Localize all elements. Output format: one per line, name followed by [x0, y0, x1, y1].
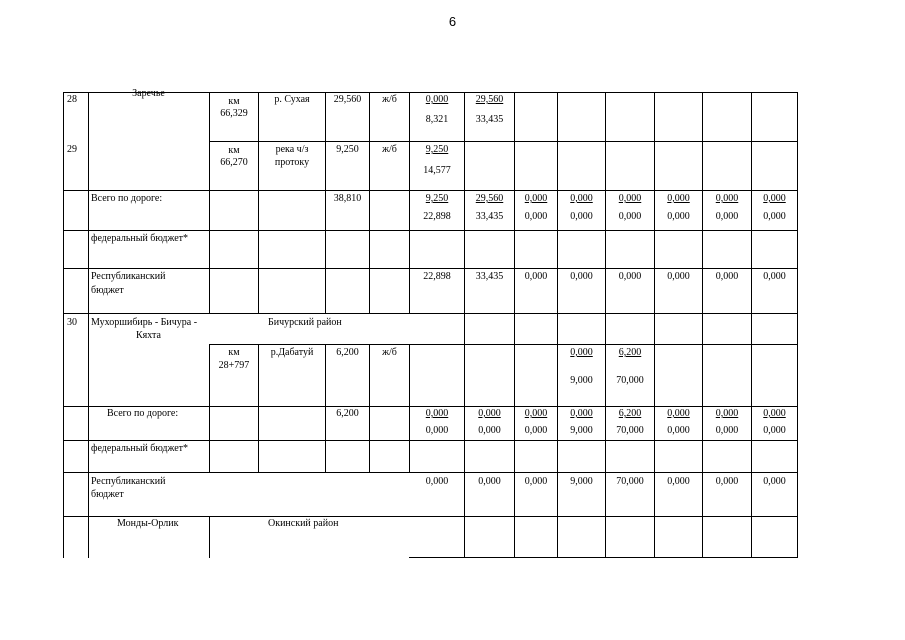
col-border — [464, 92, 465, 558]
road-name: Монды-Орлик — [117, 518, 179, 529]
value-cell: 0,000 — [763, 408, 786, 419]
value-cell: 9,000 — [570, 425, 593, 436]
row-divider — [63, 516, 797, 517]
value-cell: 0,000 — [478, 425, 501, 436]
value-cell: 0,000 — [570, 211, 593, 222]
value-cell: 0,000 — [524, 271, 548, 282]
value-cell: 9,000 — [570, 375, 593, 386]
value-cell: 0,000 — [524, 211, 548, 222]
value-cell: 0,000 — [570, 193, 593, 204]
value-cell: 0,000 — [524, 425, 548, 436]
value-cell: 0,000 — [570, 271, 593, 282]
length-value: 38,810 — [333, 193, 362, 204]
federal-budget-label: федеральный бюджет* — [91, 233, 189, 244]
col-border — [702, 92, 703, 558]
value-cell: 0,000 — [667, 425, 690, 436]
value-cell: 0,000 — [667, 193, 690, 204]
object-name: р. Сухая — [274, 94, 310, 105]
value-cell: 70,000 — [616, 476, 644, 487]
col-border — [88, 92, 89, 558]
km-label: км — [228, 145, 240, 156]
road-name: Мухоршибирь - Бичура - — [91, 317, 198, 328]
value-cell: 0,000 — [763, 211, 786, 222]
row-divider — [63, 313, 797, 314]
length-value: 6,200 — [336, 347, 359, 358]
value-cell: 0,000 — [763, 425, 786, 436]
road-name: Заречье — [132, 88, 165, 99]
value-cell: 29,560 — [475, 193, 504, 204]
total-label: Всего по дороге: — [91, 193, 163, 204]
material: ж/б — [382, 94, 397, 105]
value-cell: 0,000 — [715, 476, 739, 487]
col-border — [209, 516, 210, 558]
row-number: 28 — [67, 94, 77, 105]
km-value: 66,329 — [220, 108, 248, 119]
col-border — [63, 92, 64, 558]
value-cell: 0,000 — [478, 476, 501, 487]
col-border — [654, 92, 655, 558]
col-border — [751, 92, 752, 558]
value-cell: 0,000 — [715, 408, 739, 419]
value-cell: 0,000 — [478, 408, 501, 419]
road-name: Кяхта — [136, 330, 161, 341]
value-cell: 22,898 — [423, 271, 451, 282]
col-border — [209, 92, 210, 313]
row-number: 30 — [67, 317, 77, 328]
value-cell: 0,000 — [715, 211, 739, 222]
value-cell: 9,250 — [425, 144, 449, 155]
material: ж/б — [382, 347, 397, 358]
col-border — [258, 92, 259, 313]
value-cell: 6,200 — [618, 408, 642, 419]
value-cell: 0,000 — [425, 425, 449, 436]
row-divider — [63, 472, 797, 473]
length-value: 29,560 — [333, 94, 362, 105]
value-cell: 0,000 — [570, 347, 593, 358]
page-number: 6 — [448, 14, 457, 29]
row-divider — [63, 440, 797, 441]
col-border — [369, 92, 370, 313]
value-cell: 9,000 — [570, 476, 593, 487]
value-cell: 0,000 — [667, 408, 690, 419]
row-divider — [209, 141, 797, 142]
col-border — [557, 92, 558, 558]
district-name: Окинский район — [268, 518, 339, 529]
row-number: 29 — [67, 144, 77, 155]
value-cell: 0,000 — [425, 408, 449, 419]
value-cell: 14,577 — [423, 165, 451, 176]
value-cell: 0,000 — [715, 193, 739, 204]
km-value: 28+797 — [218, 360, 250, 371]
value-cell: 0,000 — [763, 271, 786, 282]
value-cell: 0,000 — [763, 193, 786, 204]
republic-budget-label: Республиканский — [91, 271, 166, 282]
value-cell: 0,000 — [715, 271, 739, 282]
republic-budget-label: бюджет — [91, 489, 124, 500]
km-label: км — [228, 96, 240, 107]
value-cell: 8,321 — [425, 114, 449, 125]
row-divider — [63, 190, 797, 191]
col-border — [258, 344, 259, 472]
republic-budget-label: Республиканский — [91, 476, 166, 487]
value-cell: 22,898 — [423, 211, 451, 222]
value-cell: 0,000 — [570, 408, 593, 419]
material: ж/б — [382, 144, 397, 155]
value-cell: 6,200 — [618, 347, 642, 358]
value-cell: 9,250 — [425, 193, 449, 204]
value-cell: 33,435 — [475, 114, 504, 125]
value-cell: 0,000 — [667, 476, 690, 487]
total-label: Всего по дороге: — [107, 408, 179, 419]
value-cell: 33,435 — [475, 211, 504, 222]
value-cell: 0,000 — [715, 425, 739, 436]
object-name: р.Дабатуй — [270, 347, 314, 358]
object-name: протоку — [274, 157, 310, 168]
col-border — [797, 92, 798, 558]
table-bottom-border — [409, 557, 797, 558]
value-cell: 0,000 — [425, 94, 449, 105]
km-value: 66,270 — [220, 157, 248, 168]
value-cell: 0,000 — [524, 193, 548, 204]
value-cell: 0,000 — [667, 211, 690, 222]
republic-budget-label: бюджет — [91, 285, 124, 296]
value-cell: 0,000 — [618, 211, 642, 222]
value-cell: 0,000 — [763, 476, 786, 487]
row-divider — [63, 268, 797, 269]
object-name: река ч/з — [275, 144, 309, 155]
value-cell: 70,000 — [616, 425, 644, 436]
length-value: 9,250 — [336, 144, 359, 155]
value-cell: 70,000 — [616, 375, 644, 386]
row-divider — [63, 230, 797, 231]
col-border — [369, 344, 370, 472]
col-border — [605, 92, 606, 558]
col-border — [514, 92, 515, 558]
value-cell: 0,000 — [618, 193, 642, 204]
value-cell: 0,000 — [524, 476, 548, 487]
row-divider — [209, 344, 797, 345]
value-cell: 29,560 — [475, 94, 504, 105]
district-name: Бичурский район — [268, 317, 342, 328]
length-value: 6,200 — [336, 408, 359, 419]
value-cell: 33,435 — [475, 271, 504, 282]
value-cell: 0,000 — [524, 408, 548, 419]
federal-budget-label: федеральный бюджет* — [91, 443, 189, 454]
row-divider — [63, 406, 797, 407]
value-cell: 0,000 — [618, 271, 642, 282]
value-cell: 0,000 — [425, 476, 449, 487]
km-label: км — [228, 347, 240, 358]
value-cell: 0,000 — [667, 271, 690, 282]
